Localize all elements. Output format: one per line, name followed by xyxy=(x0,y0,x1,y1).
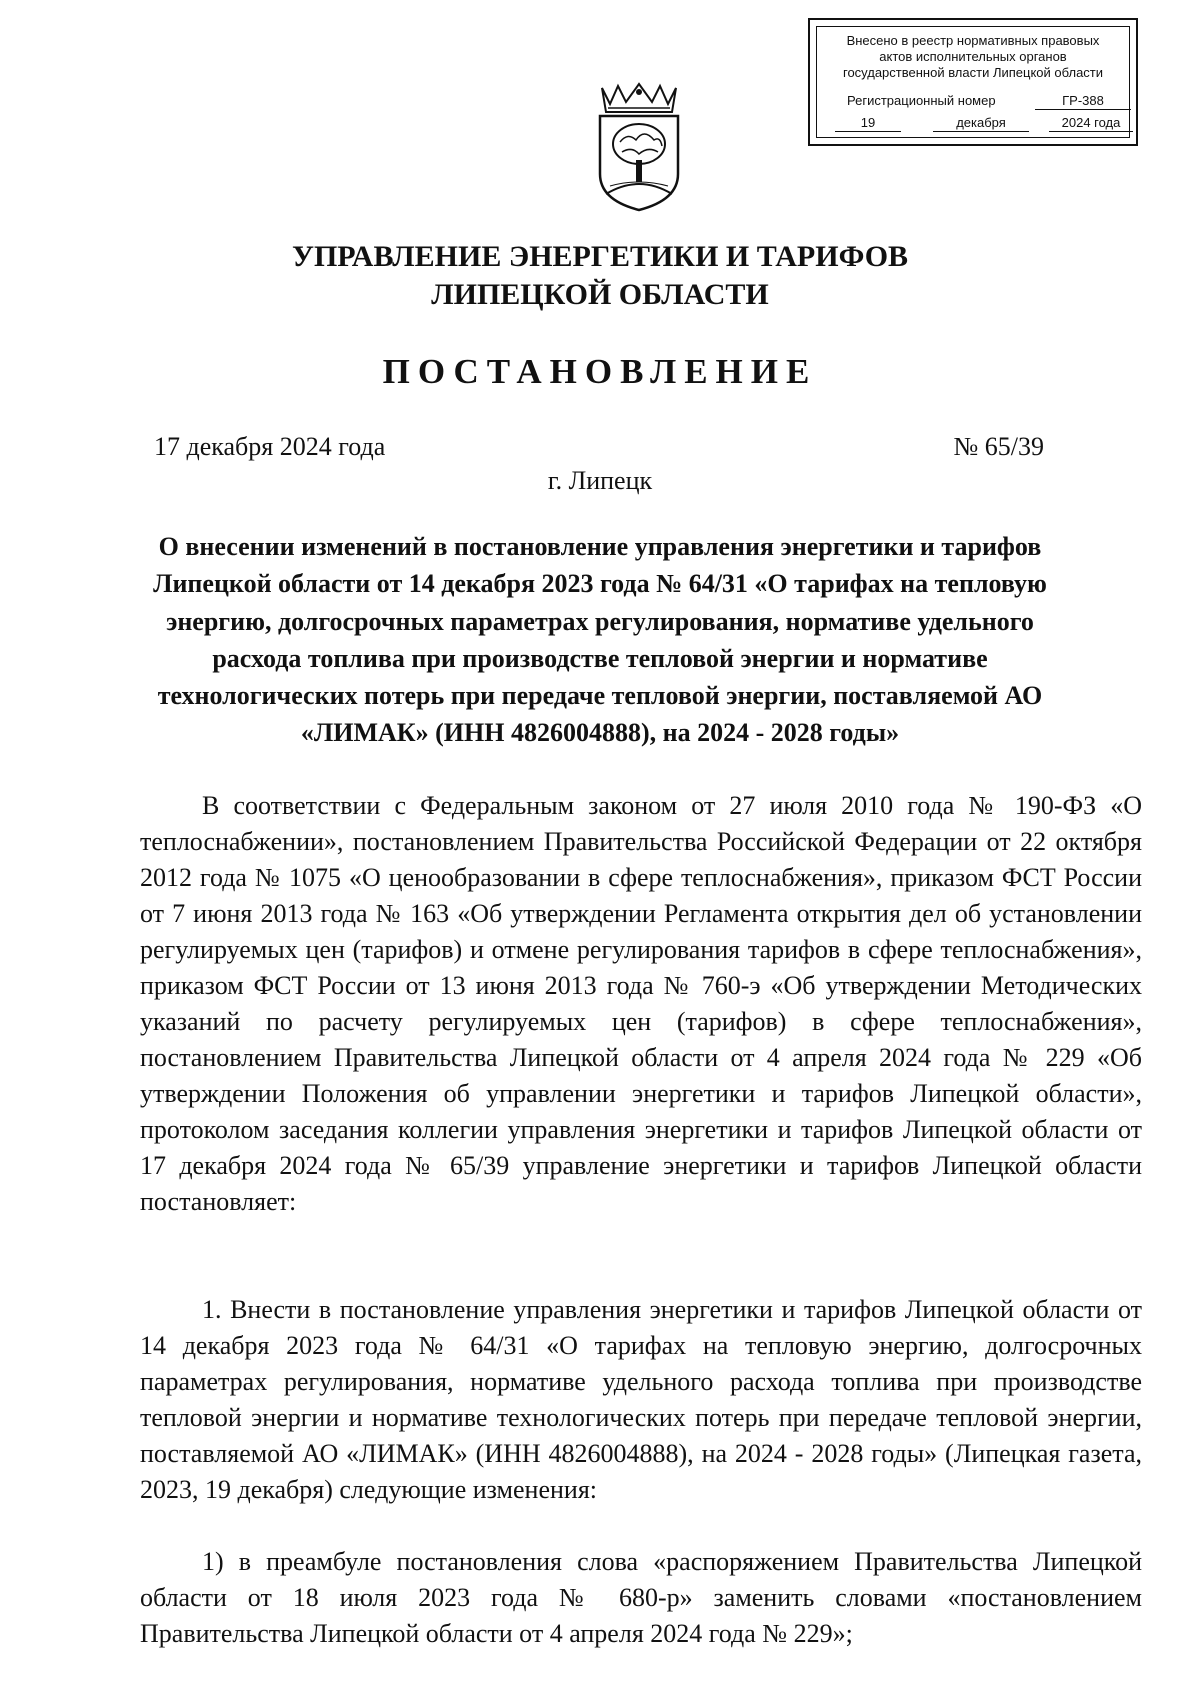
stamp-line-3: государственной власти Липецкой области xyxy=(842,65,1104,80)
registry-stamp-inner-border xyxy=(816,26,1130,138)
clause-1-subitem-1-paragraph: 1) в преамбуле постановления слова «распоряжением Правительства Липецкой области от 18 июля 2023 года № 680-р» заменить словами «постановлением Правительства Липецкой области от 4 апреля 2024 года № 229»; xyxy=(140,1547,1142,1648)
registry-stamp xyxy=(808,18,1138,146)
stamp-line-1: Внесено в реестр нормативных правовых xyxy=(846,33,1100,48)
stamp-month: декабря xyxy=(933,115,1029,132)
preamble-paragraph: В соответствии с Федеральным законом от 27 июля 2010 года № 190-ФЗ «О теплоснабжении», постановлением Правительства Российской Федерации от 22 октября 2012 года № 1075 «О ценообразовании в сфере теплоснабжения», приказом ФСТ России от 7 июня 2013 года № 163 «Об утверждении Регламента открытия дел об установлении регулируемых цен (тарифов) и отмене регулирования тарифов в сфере теплоснабжения», приказом ФСТ России от 13 июня 2013 года № 760-э «Об утверждении Методических указаний по расчету регулируемых цен (тарифов) в сфере теплоснабжения», постановлением Правительства Липецкой области от 4 апреля 2024 года № 229 «Об утверждении Положения об управлении энергетики и тарифов Липецкой области», протоколом заседания коллегии управления энергетики и тарифов Липецкой области от 17 декабря 2024 года № 65/39 управление энергетики и тарифов Липецкой области постановляет: xyxy=(140,791,1142,1216)
agency-name-line-2: ЛИПЕЦКОЙ ОБЛАСТИ xyxy=(431,278,769,311)
document-city: г. Липецк xyxy=(547,466,653,495)
stamp-registration-label: Регистрационный номер xyxy=(847,93,996,108)
document-date: 17 декабря 2024 года xyxy=(154,432,386,461)
stamp-registration-row xyxy=(825,93,1121,111)
stamp-date-row xyxy=(825,115,1121,133)
document-number: № 65/39 xyxy=(953,432,1044,461)
agency-name-line-1: УПРАВЛЕНИЕ ЭНЕРГЕТИКИ И ТАРИФОВ xyxy=(291,240,909,273)
stamp-registration-number: ГР-388 xyxy=(1035,93,1131,110)
clause-1-paragraph: 1. Внести в постановление управления энергетики и тарифов Липецкой области от 14 декабря 2023 года № 64/31 «О тарифах на тепловую энергию, долгосрочных параметрах регулирования, нормативе удельного расхода топлива при производстве тепловой энергии и нормативе технологических потерь при передаче тепловой энергии, поставляемой АО «ЛИМАК» (ИНН 4826004888), на 2024 - 2028 годы» (Липецкая газета, 2023, 19 декабря) следующие изменения: xyxy=(140,1295,1142,1504)
stamp-line-2: актов исполнительных органов xyxy=(879,49,1067,64)
document-title: О внесении изменений в постановление управления энергетики и тарифов Липецкой области от 14 декабря 2023 года № 64/31 «О тарифах на тепловую энергию, долгосрочных параметрах регулирования, нормативе удельного расхода топлива при производстве тепловой энергии и нормативе технологических потерь при передаче тепловой энергии, поставляемой АО «ЛИМАК» (ИНН 4826004888), на 2024 - 2028 годы» xyxy=(153,532,1047,748)
stamp-day: 19 xyxy=(835,115,901,132)
document-type-heading: ПОСТАНОВЛЕНИЕ xyxy=(382,352,818,391)
stamp-year: 2024 года xyxy=(1049,115,1133,132)
lipetsk-coat-of-arms-emblem xyxy=(592,82,686,212)
